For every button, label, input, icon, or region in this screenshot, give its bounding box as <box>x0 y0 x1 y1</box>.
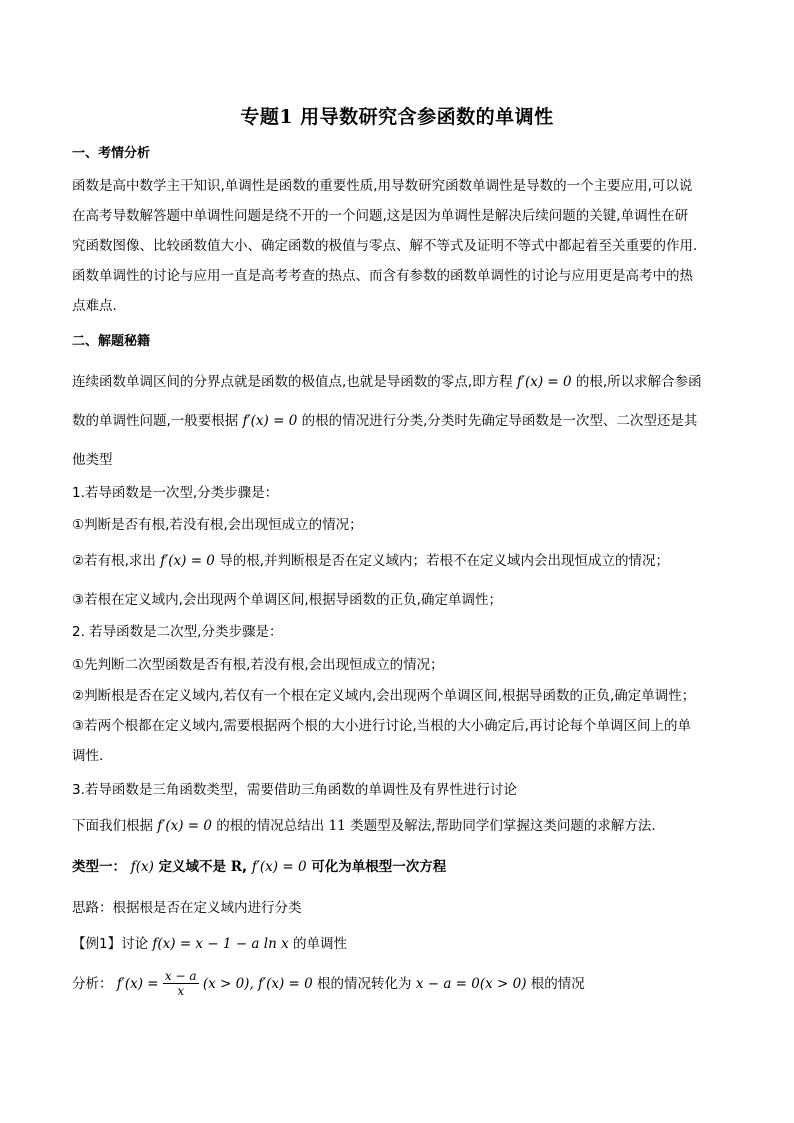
analysis-line: 分析： f′(x) = $\frac{x - a}{x}$ (x > 0), f′(x) = 0 根的情况转化为 x − a = 0(x > 0) 根的情况 <box>72 968 585 998</box>
equation: f′(x) = 0 <box>251 859 307 875</box>
example-line: 【例1】讨论 f(x) = x − 1 − a ln x 的单调性 <box>72 936 347 952</box>
equation: f′(x) = 0 <box>157 818 212 834</box>
list-item: ③若两个根都在定义域内,需要根据两个根的大小进行讨论,当根的大小确定后,再讨论每个单调区间上的单 <box>72 718 691 734</box>
list-item: ①判断是否有根,若没有根,会出现恒成立的情况； <box>72 517 363 533</box>
paragraph-line: 数的单调性问题,一般要根据 f′(x) = 0 的根的情况进行分类,分类时先确定导函数是一次型、二次型还是其 <box>72 413 698 429</box>
real-set-symbol: R <box>230 859 242 875</box>
paragraph-line: 连续函数单调区间的分界点就是函数的极值点,也就是导函数的零点,即方程 f′(x) = 0 的根,所以求解合参函 <box>72 374 702 390</box>
fraction-denominator: x <box>177 983 185 998</box>
idea-line: 思路：根据根是否在定义域内进行分类 <box>72 900 302 916</box>
equation: f′(x) = 0 <box>516 374 572 390</box>
paragraph-line: 在高考导数解答题中单调性问题是绕不开的一个问题,这是因为单调性是解决后续问题的关键,单调性在研 <box>72 208 689 224</box>
page-title: 专题1 用导数研究含参函数的单调性 <box>240 106 554 128</box>
paragraph-line: 点难点. <box>72 298 117 314</box>
list-item: ②若有根,求出 f′(x) = 0 导的根,并判断根是否在定义域内；若根不在定义域内会出现恒成立的情况； <box>72 553 669 569</box>
list-item: 1.若导函数是一次型,分类步骤是： <box>72 485 279 501</box>
equation: f′(x) = 0 <box>242 413 298 429</box>
number: 11 <box>328 818 346 834</box>
equation: f(x) <box>130 859 154 875</box>
fraction <box>163 969 199 998</box>
paragraph-line: 函数单调性的讨论与应用一直是高考考查的热点、而含有参数的函数单调性的讨论与应用更是高考中的热 <box>72 268 693 284</box>
equation: f′(x) = 0 <box>160 553 215 569</box>
paragraph-line: 下面我们根据 f′(x) = 0 的根的情况总结出 11 类题型及解法,帮助同学们掌握这类问题的求解方法. <box>72 818 656 834</box>
list-item: 3.若导函数是三角函数类型，需要借助三角函数的单调性及有界性进行讨论 <box>72 782 517 798</box>
list-item: ②判断根是否在定义域内,若仅有一个根在定义域内,会出现两个单调区间,根据导函数的正负,确定单调性； <box>72 688 696 704</box>
paragraph-line: 他类型 <box>72 452 113 468</box>
equation: (x > 0), <box>202 976 254 992</box>
equation: f′(x) = <box>116 976 159 992</box>
equation: x − a = 0(x > 0) <box>415 976 527 992</box>
section-heading-secrets: 二、解题秘籍 <box>72 334 151 349</box>
list-item: 调性. <box>72 748 104 764</box>
equation: f′(x) = 0 <box>258 976 313 992</box>
equation: f(x) = x − 1 − a ln x <box>152 936 289 952</box>
paragraph-line: 究函数图像、比较函数值大小、确定函数的极值与零点、解不等式及证明不等式中都起着至关重要的作用. <box>72 238 698 254</box>
list-item: ③若根在定义域内,会出现两个单调区间,根据导函数的正负,确定单调性； <box>72 592 502 608</box>
fraction-numerator: x − a <box>164 968 197 983</box>
type-heading: 类型一： f(x) 定义域不是 R, f′(x) = 0 可化为单根型一次方程 <box>72 859 447 875</box>
section-heading-analysis: 一、考情分析 <box>72 146 151 161</box>
paragraph-line: 函数是高中数学主干知识,单调性是函数的重要性质,用导数研究函数单调性是导数的一个主要应用,可以说 <box>72 178 693 194</box>
list-item: 2. 若导函数是二次型,分类步骤是： <box>72 624 283 640</box>
list-item: ①先判断二次型函数是否有根,若没有根,会出现恒成立的情况； <box>72 657 444 673</box>
